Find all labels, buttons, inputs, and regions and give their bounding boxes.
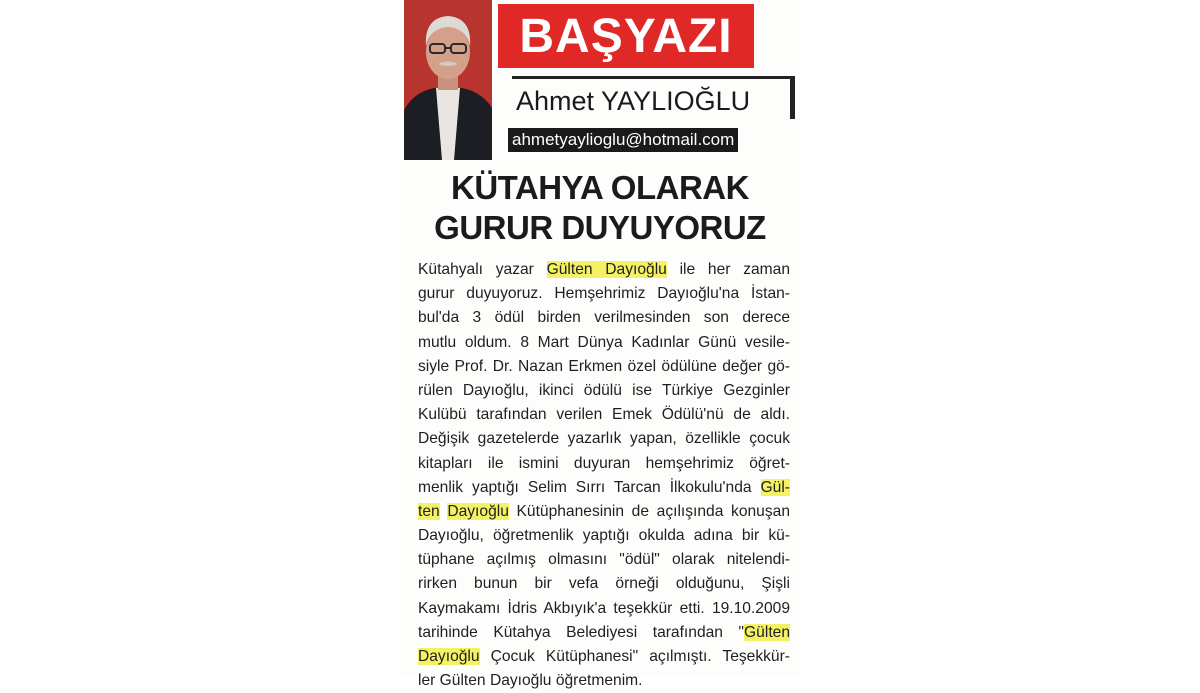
body-line: ten Dayıoğlu Kütüphanesinin de açılışında konuşan	[418, 502, 790, 520]
body-line: bul'da 3 ödül birden verilmesinden son derece	[418, 309, 790, 327]
body-line: Kütahyalı yazar Gülten Dayıoğlu ile her zaman	[418, 261, 790, 278]
column-brand-banner	[498, 4, 754, 68]
body-line: siyle Prof. Dr. Nazan Erkmen özel ödülüne değer gö-	[418, 357, 790, 375]
newspaper-clipping	[400, 0, 800, 690]
author-email: ahmetyaylioglu@hotmail.com	[508, 128, 738, 152]
body-line: menlik yaptığı Selim Sırrı Tarcan İlkokulu'nda Gül-	[418, 478, 790, 496]
body-line: Dayıoğlu Çocuk Kütüphanesi" açılmıştı. Teşekkür-	[418, 648, 790, 665]
headline-line-2: GURUR DUYUYORUZ	[434, 209, 766, 246]
body-line: rirken bunun bir vefa örneği olduğunu, Şişli	[418, 575, 790, 593]
body-line: Kulübü tarafından verilen Emek Ödülü'nü de aldı.	[418, 406, 790, 424]
author-photo	[404, 0, 492, 160]
body-line: kitapları ile ismini duyuran hemşehrimiz öğret-	[418, 454, 790, 472]
body-line: gurur duyuyoruz. Hemşehrimiz Dayıoğlu'na İstan-	[418, 285, 790, 303]
body-line: Kaymakamı İdris Akbıyık'a teşekkür etti. 19.10.2009	[418, 599, 790, 617]
body-line: rülen Dayıoğlu, ikinci ödülü ise Türkiye Gezginler	[418, 381, 790, 399]
article-body	[418, 258, 790, 693]
highlighted-name: Gülten Dayıoğlu	[546, 261, 667, 278]
highlighted-name: Dayıoğlu	[418, 648, 480, 665]
highlighted-name	[418, 503, 447, 520]
column-brand-label: BAŞYAZI	[519, 9, 733, 63]
headline-line-1: KÜTAHYA OLARAK	[451, 169, 749, 206]
article-headline	[400, 168, 800, 248]
body-line: Değişik gazetelerde yazarlık yapan, özellikle çocuk	[418, 430, 790, 448]
body-line: ler Gülten Dayıoğlu öğretmenim.	[418, 672, 643, 690]
body-line: tüphane açılmış olmasını "ödül" olarak nitelendi-	[418, 551, 790, 569]
body-line: mutlu oldum. 8 Mart Dünya Kadınlar Günü vesile-	[418, 333, 790, 351]
highlighted-name: Dayıoğlu	[447, 502, 509, 520]
author-name: Ahmet YAYLIOĞLU	[516, 86, 751, 116]
highlighted-name: ten	[418, 502, 440, 520]
highlighted-name: Gül-	[760, 478, 790, 496]
body-line: Dayıoğlu, öğretmenlik yaptığı okulda adına bir kü-	[418, 527, 790, 545]
body-line: tarihinde Kütahya Belediyesi tarafından "Gülten	[418, 623, 790, 641]
highlighted-name: Gülten	[744, 623, 790, 641]
